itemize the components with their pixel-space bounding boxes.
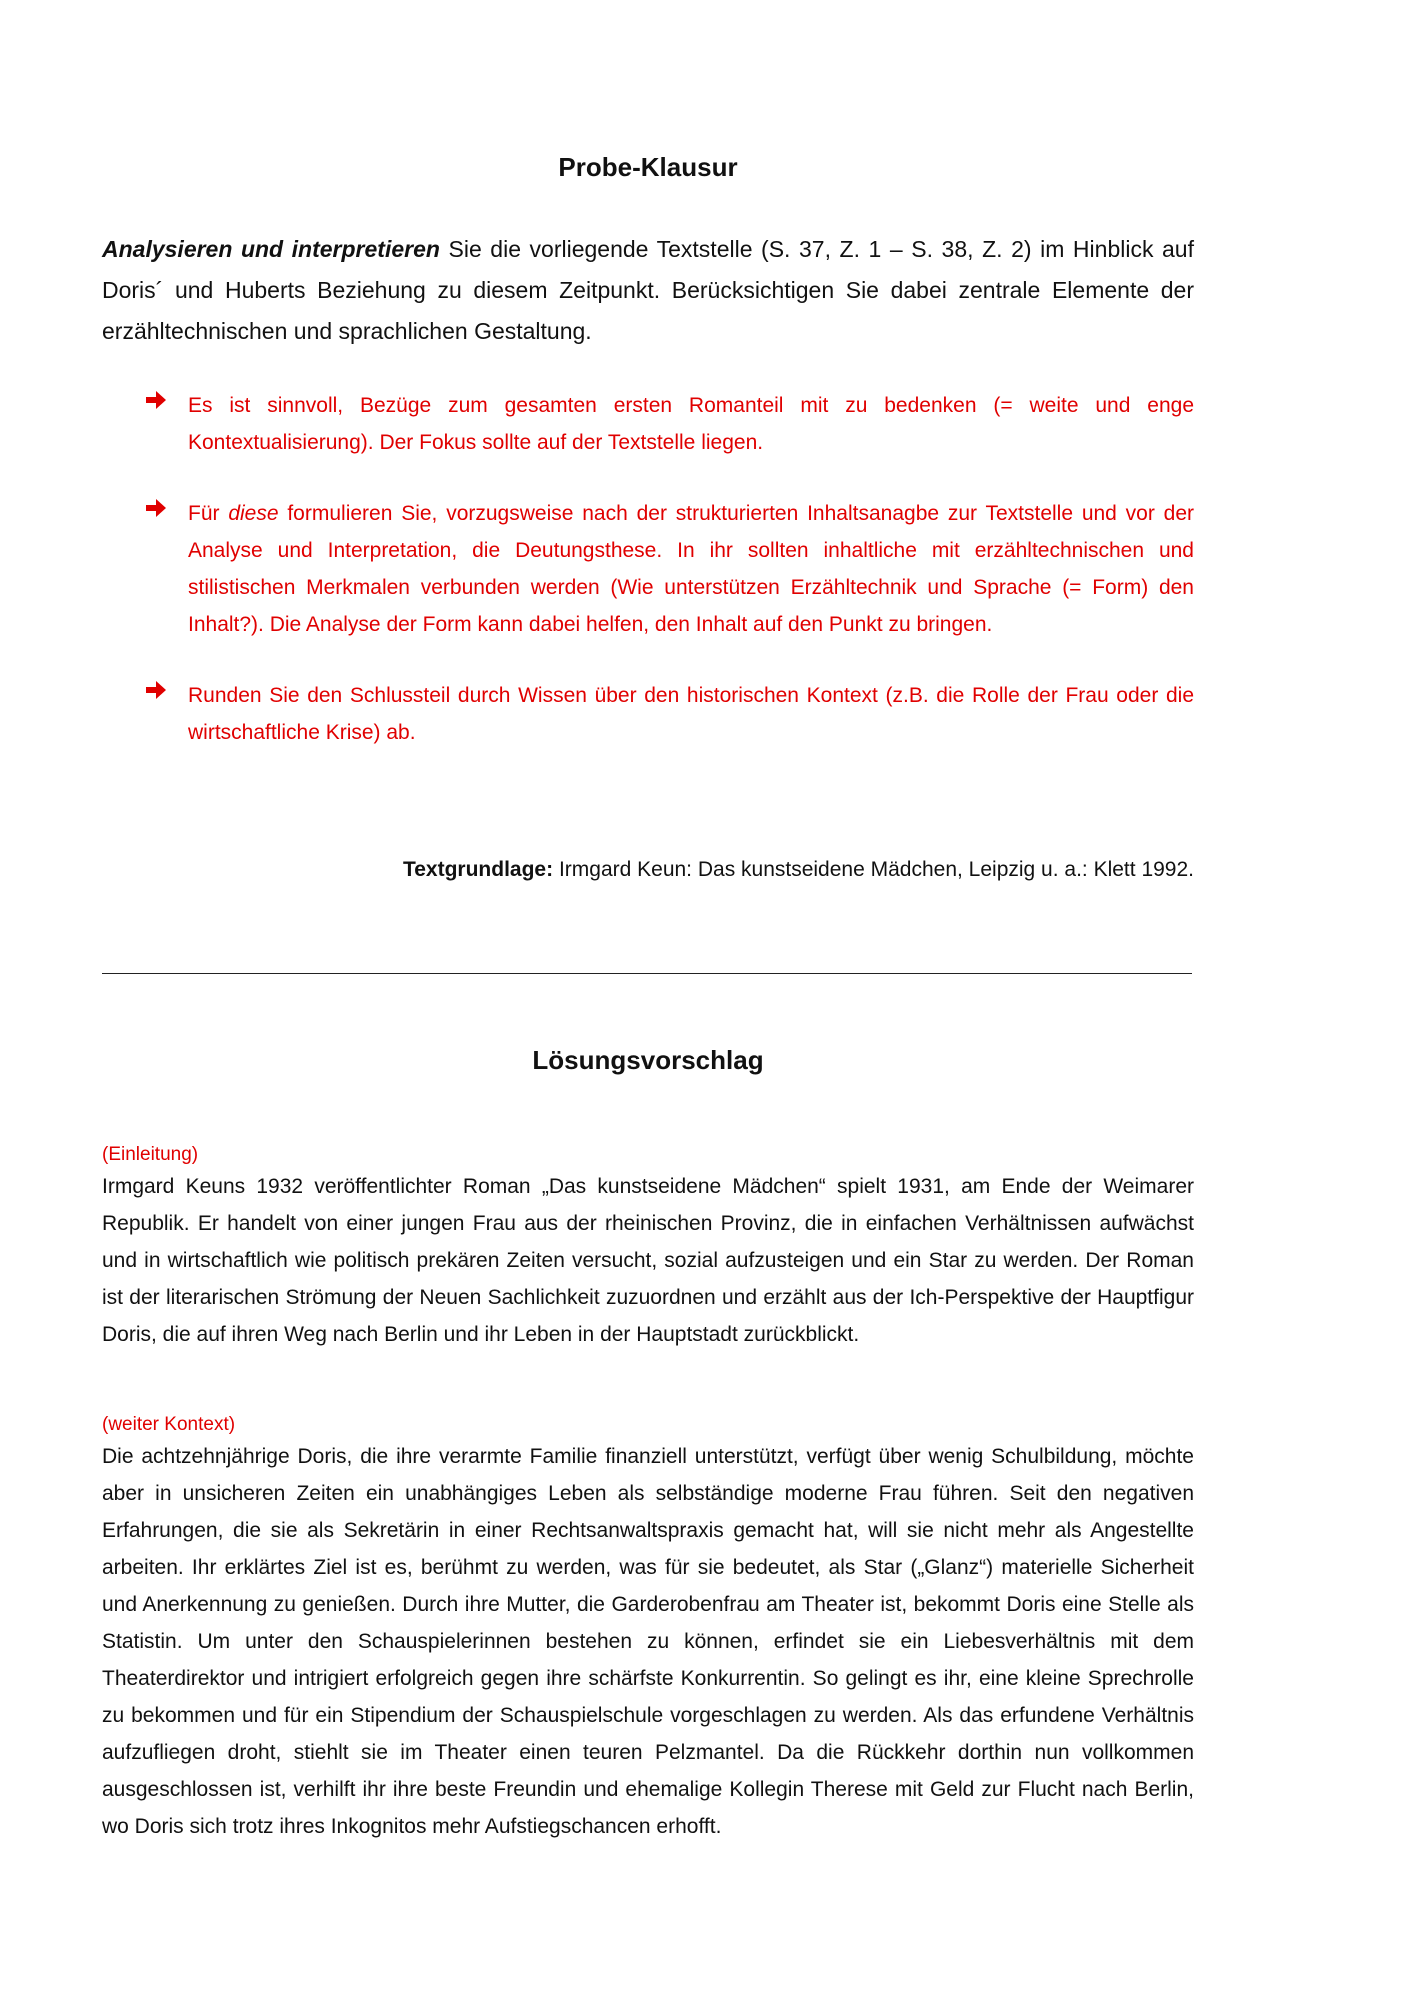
hint-item [144, 677, 1194, 751]
hint-list [144, 387, 1194, 785]
section-text: Die achtzehnjährige Doris, die ihre verarmte Familie finanziell unterstützt, verfügt über wenig Schulbildung, möchte aber in unsicheren Zeiten ein unabhängiges Leben als selbständige moderne Frau führen. Seit den negativen Erfahrungen, die sie als Sekretärin in einer Rechtsanwaltspraxis gemacht hat, will sie nicht mehr als Angestellte arbeiten. Ihr erklärtes Ziel ist es, berühmt zu werden, was für sie bedeutet, als Star („Glanz“) materielle Sicherheit und Anerkennung zu genießen. Durch ihre Mutter, die Garderobenfrau am Theater ist, bekommt Doris eine Stelle als Statistin. Um unter den Schauspielerinnen bestehen zu können, erfindet sie ein Liebesverhältnis mit dem Theaterdirektor und intrigiert erfolgreich gegen ihre schärfste Konkurrentin. So gelingt es ihr, eine kleine Sprechrolle zu bekommen und für ein Stipendium der Schauspielschule vorgeschlagen zu werden. Als das erfundene Verhältnis aufzufliegen droht, stiehlt sie im Theater einen teuren Pelzmantel. Da die Rückkehr dorthin nun vollkommen ausgeschlossen ist, verhilft ihr ihre beste Freundin und ehemalige Kollegin Therese mit Geld zur Flucht nach Berlin, wo Doris sich trotz ihres Inkognitos mehr Aufstiegschancen erhofft. [102, 1445, 1194, 1838]
solution-section-introduction [102, 1142, 1194, 1353]
section-text: Irmgard Keuns 1932 veröffentlichter Roman „Das kunstseidene Mädchen“ spielt 1931, am Ende der Weimarer Republik. Er handelt von einer jungen Frau aus der rheinischen Provinz, die in einfachen Verhältnissen aufwächst und in wirtschaftlich wie politisch prekären Zeiten versucht, sozial aufzusteigen und ein Star zu werden. Der Roman ist der literarischen Strömung der Neuen Sachlichkeit zuzuordnen und erzählt aus der Ich-Perspektive der Hauptfigur Doris, die auf ihren Weg nach Berlin und ihr Leben in der Hauptstadt zurückblickt. [102, 1175, 1194, 1346]
source-text: Irmgard Keun: Das kunstseidene Mädchen, Leipzig u. a.: Klett 1992. [553, 858, 1194, 881]
arrow-right-icon [144, 388, 168, 412]
hint-text: Es ist sinnvoll, Bezüge zum gesamten ersten Romanteil mit zu bedenken (= weite und enge Kontextualisierung). Der Fokus sollte auf der Textstelle liegen. [188, 394, 1194, 454]
task-lead: Analysieren und interpretieren [102, 236, 440, 262]
exam-title: Probe-Klausur [558, 152, 738, 182]
hint-item [144, 387, 1194, 461]
hint-item [144, 495, 1194, 643]
divider [102, 973, 1192, 974]
hint-text-post: formulieren Sie, vorzugsweise nach der strukturierten Inhaltsanagbe zur Textstelle und vor der Analyse und Interpretation, die Deutungsthese. In ihr sollten inhaltliche mit erzähltechnischen und stilistischen Merkmalen verbunden werden (Wie unterstützen Erzähltechnik und Sprache (= Form) den Inhalt?). Die Analyse der Form kann dabei helfen, den Inhalt auf den Punkt zu bringen. [188, 502, 1195, 636]
arrow-right-icon [144, 496, 168, 520]
task-paragraph [102, 229, 1194, 352]
source-label: Textgrundlage: [402, 858, 554, 881]
arrow-right-icon [144, 678, 168, 702]
task-rest: Sie die vorliegende Textstelle (S. 37, Z. 1 – S. 38, Z. 2) im Hinblick auf Doris´ und Huberts Beziehung zu diesem Zeitpunkt. Berücksichtigen Sie dabei zentrale Elemente der erzähltechnischen und sprachlichen Gestaltung. [102, 236, 1194, 344]
section-label: (weiter Kontext) [102, 1414, 236, 1435]
source-reference [403, 858, 1194, 882]
hint-text-pre: Für [188, 502, 229, 525]
section-label: (Einleitung) [102, 1144, 199, 1165]
solution-title: Lösungsvorschlag [532, 1045, 764, 1075]
hint-text: Runden Sie den Schlussteil durch Wissen über den historischen Kontext (z.B. die Rolle der Frau oder die wirtschaftliche Krise) ab. [188, 684, 1194, 744]
solution-section-context [102, 1412, 1194, 1845]
hint-text-emphasis: diese [228, 502, 279, 525]
